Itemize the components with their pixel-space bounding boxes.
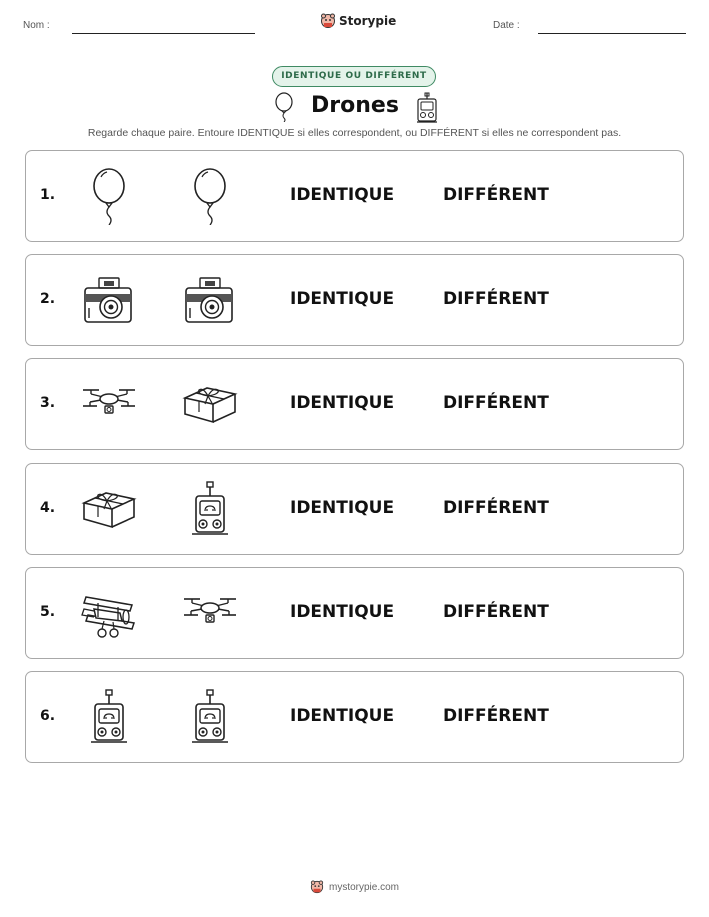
storypie-mascot-icon (320, 13, 336, 29)
row-number: 4. (40, 500, 56, 516)
different-option[interactable]: DIFFÉRENT (443, 393, 549, 413)
page-title: Drones (311, 93, 399, 118)
balloon-icon (273, 92, 295, 126)
different-option[interactable]: DIFFÉRENT (443, 602, 549, 622)
name-label: Nom : (23, 20, 50, 31)
exercise-row (25, 254, 684, 346)
drone-icon (80, 375, 138, 433)
camera-icon (80, 271, 138, 329)
brand-name: Storypie (339, 14, 397, 28)
row-number: 5. (40, 604, 56, 620)
row-number: 6. (40, 708, 56, 724)
robot-controller-icon (181, 480, 239, 538)
drone-icon (181, 584, 239, 642)
exercise-row (25, 150, 684, 242)
row-number: 3. (40, 395, 56, 411)
exercise-row (25, 671, 684, 763)
identique-option[interactable]: IDENTIQUE (290, 185, 395, 205)
identique-option[interactable]: IDENTIQUE (290, 498, 395, 518)
footer (0, 880, 709, 894)
gift-box-icon (181, 375, 239, 433)
identique-option[interactable]: IDENTIQUE (290, 393, 395, 413)
worksheet-type-badge: IDENTIQUE OU DIFFÉRENT (272, 66, 436, 87)
different-option[interactable]: DIFFÉRENT (443, 289, 549, 309)
robot-controller-icon (415, 92, 439, 128)
different-option[interactable]: DIFFÉRENT (443, 185, 549, 205)
camera-icon (181, 271, 239, 329)
gift-box-icon (80, 480, 138, 538)
balloon-icon (80, 167, 138, 225)
instructions: Regarde chaque paire. Entoure IDENTIQUE si elles correspondent, ou DIFFÉRENT si elles ne correspondent pas. (87, 127, 622, 139)
exercise-row (25, 463, 684, 555)
brand-logo (320, 13, 396, 29)
exercise-row (25, 358, 684, 450)
different-option[interactable]: DIFFÉRENT (443, 498, 549, 518)
row-number: 2. (40, 291, 56, 307)
identique-option[interactable]: IDENTIQUE (290, 289, 395, 309)
balloon-icon (181, 167, 239, 225)
storypie-mascot-icon (310, 880, 324, 894)
row-number: 1. (40, 187, 56, 203)
date-label: Date : (493, 20, 520, 31)
robot-controller-icon (80, 688, 138, 746)
identique-option[interactable]: IDENTIQUE (290, 706, 395, 726)
different-option[interactable]: DIFFÉRENT (443, 706, 549, 726)
identique-option[interactable]: IDENTIQUE (290, 602, 395, 622)
date-line[interactable] (538, 33, 686, 34)
robot-controller-icon (181, 688, 239, 746)
name-line[interactable] (72, 33, 255, 34)
biplane-icon (80, 584, 138, 642)
exercise-row (25, 567, 684, 659)
footer-url: mystorypie.com (328, 881, 399, 893)
